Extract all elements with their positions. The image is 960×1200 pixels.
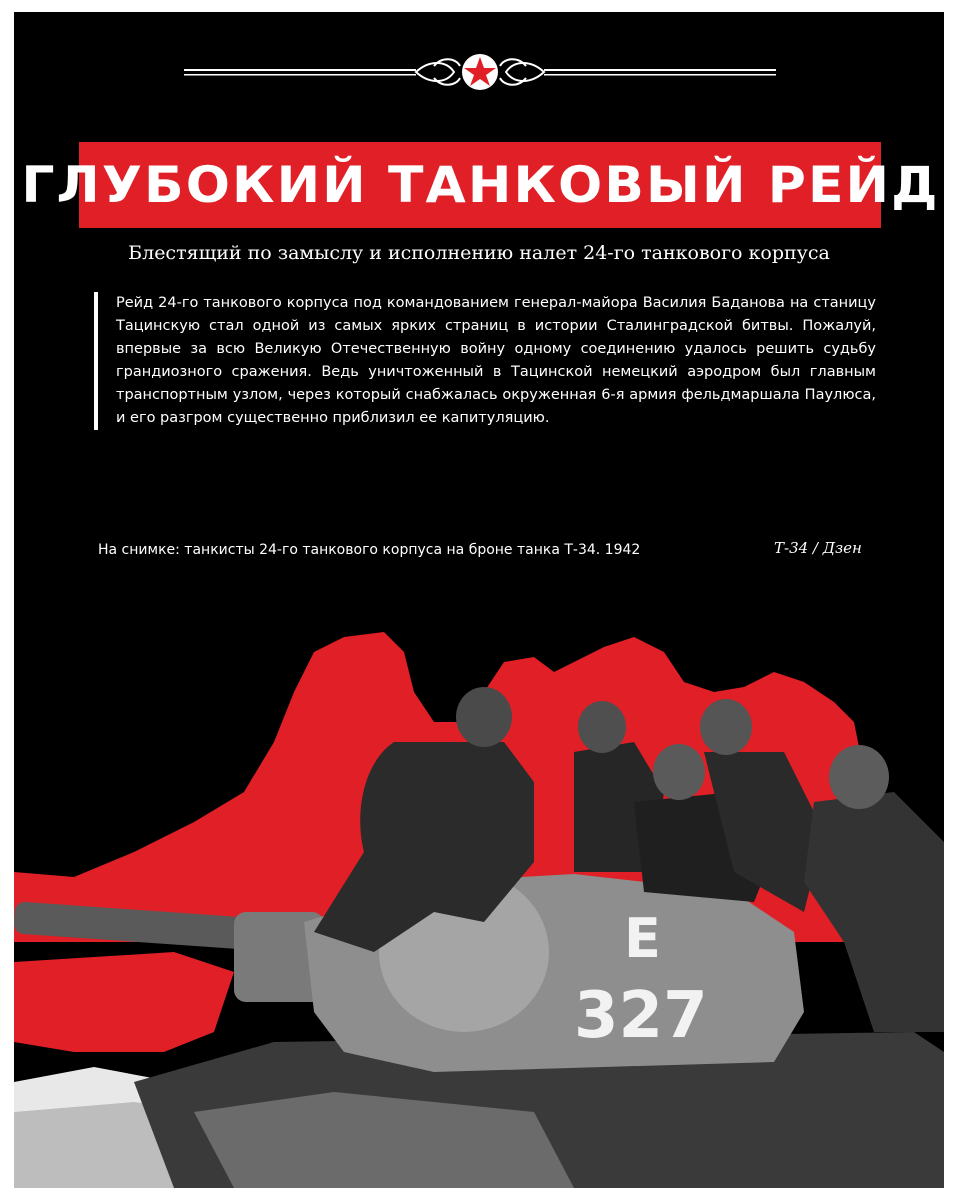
subtitle: Блестящий по замыслу и исполнению налет 24-го танкового корпуса: [128, 242, 830, 264]
crew-head-5: [829, 745, 889, 809]
crew-head-2: [578, 701, 626, 753]
red-ground: [14, 952, 234, 1052]
tank-marking-letter: Е: [624, 907, 661, 970]
tank-crew-photo: [14, 612, 944, 1188]
crew-head-1: [456, 687, 512, 747]
title-banner: [20, 142, 940, 228]
poster: [14, 12, 944, 1188]
photo-caption: На снимке: танкисты 24-го танкового корпуса на броне танка Т-34. 1942: [98, 542, 641, 558]
page-title: ГЛУБОКИЙ ТАНКОВЫЙ РЕЙД: [20, 156, 940, 214]
ornament-right-rule: [544, 69, 776, 76]
body-paragraph: Рейд 24-го танкового корпуса под командованием генерал-майора Василия Баданова на станицу Тацинскую стал одной из самых ярких страниц в истории Сталинградской битвы. Пожалуй, впервые за всю Великую Отечественную войну одному соединению удалось решить судьбу грандиозного сражения. Ведь уничтоженный в Тацинской немецкий аэродром был главным транспортным узлом, через который снабжалась окруженная 6-я армия фельдмаршала Паулюса, и его разгром существенно приблизил ее капитуляцию.: [94, 292, 876, 430]
crew-member-5: [804, 792, 944, 1032]
star-ornament: [184, 52, 776, 92]
ornament-left-rule: [184, 69, 416, 76]
photo-credit: Т-34 / Дзен: [774, 539, 862, 557]
crew-head-3: [653, 744, 705, 800]
tank-marking-number: 327: [574, 979, 708, 1053]
crew-head-4: [700, 699, 752, 755]
